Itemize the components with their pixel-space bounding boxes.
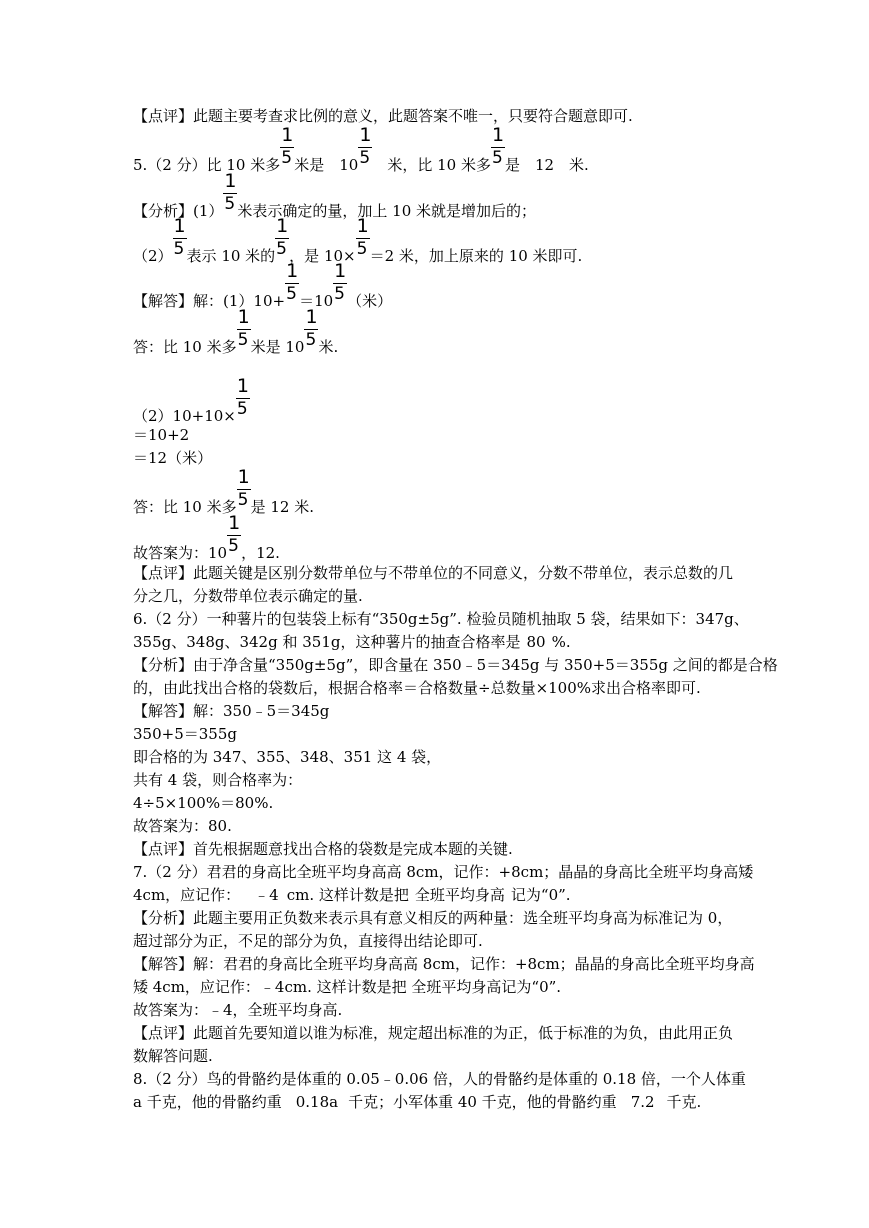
fraction-one-fifth: $\frac{1}{5}$ <box>224 170 237 214</box>
answer-5-part2: 答：比 10 米多 $\frac{1}{5}$ 是 12 米. <box>133 466 315 516</box>
fraction-one-fifth: $\frac{1}{5}$ <box>305 306 318 350</box>
solution-7-line2: 矮 4cm，应记作：﹣4cm. 这样计数是把 全班平均身高记为“0”. <box>133 978 562 996</box>
fraction-one-fifth: $\frac{1}{5}$ <box>237 466 250 510</box>
solution-7-line1: 【解答】解：君君的身高比全班平均身高高 8cm，记作：+8cm；晶晶的身高比全班平均身高 <box>133 955 755 973</box>
analysis-7-line2: 超过部分为正，不足的部分为负，直接得出结论即可. <box>133 932 483 950</box>
fraction-one-fifth: $\frac{1}{5}$ <box>286 260 299 304</box>
fraction-one-fifth: $\frac{1}{5}$ <box>276 215 289 259</box>
fraction-one-fifth: $\frac{1}{5}$ <box>359 124 372 168</box>
solution-6-line3: 即合格的为 347、355、348、351 这 4 袋， <box>133 748 442 766</box>
answer-5-part1: 答：比 10 米多 $\frac{1}{5}$ 米是 10 $\frac{1}{5}$ 米. <box>133 306 339 356</box>
solution-6-line4: 共有 4 袋，则合格率为： <box>133 771 303 789</box>
answer-blank: 7.2 <box>630 1093 655 1111</box>
review-7-line1: 【点评】此题首先要知道以谁为标准，规定超出标准的为正，低于标准的为负，由此用正负 <box>133 1024 734 1042</box>
analysis-6-line1: 【分析】由于净含量“350g±5g”，即含量在 350﹣5＝345g 与 350+5＝355g 之间的都是合格 <box>133 656 778 674</box>
question-6-line1: 6.（2 分）一种薯片的包装袋上标有“350g±5g”. 检验员随机抽取 5 袋，结果如下：347g、 <box>133 610 749 628</box>
final-answer-7: 故答案为：﹣4，全班平均身高. <box>133 1001 343 1019</box>
question-5: 5.（2 分）比 10 米多 $\frac{1}{5}$ 米是 10 $\frac{1}{5}$ 米，比 10 米多 $\frac{1}{5}$ 是 12 米. <box>133 124 589 174</box>
review-6: 【点评】首先根据题意找出合格的袋数是完成本题的关键. <box>133 840 513 858</box>
answer-blank: 全班平均身高 <box>414 886 505 904</box>
solution-5-step2: （2）10+10× $\frac{1}{5}$ <box>133 375 249 425</box>
question-7-line1: 7.（2 分）君君的身高比全班平均身高高 8cm，记作：+8cm；晶晶的身高比全班平均身高矮 <box>133 863 754 881</box>
final-answer-5: 故答案为：10 $\frac{1}{5}$ ，12. <box>133 512 280 562</box>
fraction-one-fifth: $\frac{1}{5}$ <box>237 306 250 350</box>
fraction-one-fifth: $\frac{1}{5}$ <box>356 215 369 259</box>
analysis-5-line2: （2） $\frac{1}{5}$ 表示 10 米的 $\frac{1}{5}$ ，是 10× $\frac{1}{5}$ ＝2 米，加上原来的 10 米即可. <box>133 215 583 265</box>
question-8-line1: 8.（2 分）鸟的骨骼约是体重的 0.05﹣0.06 倍，人的骨骼约是体重的 0.18 倍，一个人体重 <box>133 1070 746 1088</box>
solution-5-step1: 【解答】解：(1）10+ $\frac{1}{5}$ ＝10 $\frac{1}{5}$ （米） <box>133 260 393 310</box>
analysis-7-line1: 【分析】此题主要用正负数来表示具有意义相反的两种量：选全班平均身高为标准记为 0， <box>133 909 733 927</box>
review-line-q4: 【点评】此题主要考查求比例的意义，此题答案不唯一，只要符合题意即可. <box>133 107 633 125</box>
analysis-6-line2: 的，由此找出合格的袋数后，根据合格率＝合格数量÷总数量×100%求出合格率即可. <box>133 679 701 697</box>
answer-blank: 80 <box>526 633 546 651</box>
answer-blank: 0.18a <box>295 1093 339 1111</box>
fraction-one-fifth: $\frac{1}{5}$ <box>334 260 347 304</box>
fraction-one-fifth: $\frac{1}{5}$ <box>173 215 186 259</box>
final-answer-6: 故答案为：80. <box>133 817 232 835</box>
question-7-line2: 4cm，应记作： ﹣4 cm. 这样计数是把 全班平均身高 记为“0”. <box>133 886 571 904</box>
solution-5-step3: ＝10+2 <box>133 426 190 444</box>
review-5-line1: 【点评】此题关键是区别分数带单位与不带单位的不同意义，分数不带单位，表示总数的几 <box>133 564 734 582</box>
solution-6-line5: 4÷5×100%＝80%. <box>133 794 274 812</box>
question-6-line2: 355g、348g、342g 和 351g，这种薯片的抽查合格率是 80 %. <box>133 633 571 651</box>
fraction-one-fifth: $\frac{1}{5}$ <box>228 512 241 556</box>
fraction-one-fifth: $\frac{1}{5}$ <box>236 375 249 419</box>
fraction-one-fifth: $\frac{1}{5}$ <box>491 124 505 168</box>
fraction-one-fifth: $\frac{1}{5}$ <box>281 124 294 168</box>
review-7-line2: 数解答问题. <box>133 1047 213 1065</box>
answer-blank: ﹣4 <box>254 886 279 904</box>
solution-5-step4: ＝12（米） <box>133 449 213 467</box>
analysis-5-line1: 【分析】(1） $\frac{1}{5}$ 米表示确定的量，加上 10 米就是增加后的； <box>133 170 537 220</box>
solution-6-line2: 350+5＝355g <box>133 725 237 743</box>
review-5-line2: 分之几，分数带单位表示确定的量. <box>133 587 363 605</box>
question-8-line2: a 千克，他的骨骼约重 0.18a 千克；小军体重 40 千克，他的骨骼约重 7.2 千克. <box>133 1093 702 1111</box>
solution-6-line1: 【解答】解：350﹣5＝345g <box>133 702 330 720</box>
